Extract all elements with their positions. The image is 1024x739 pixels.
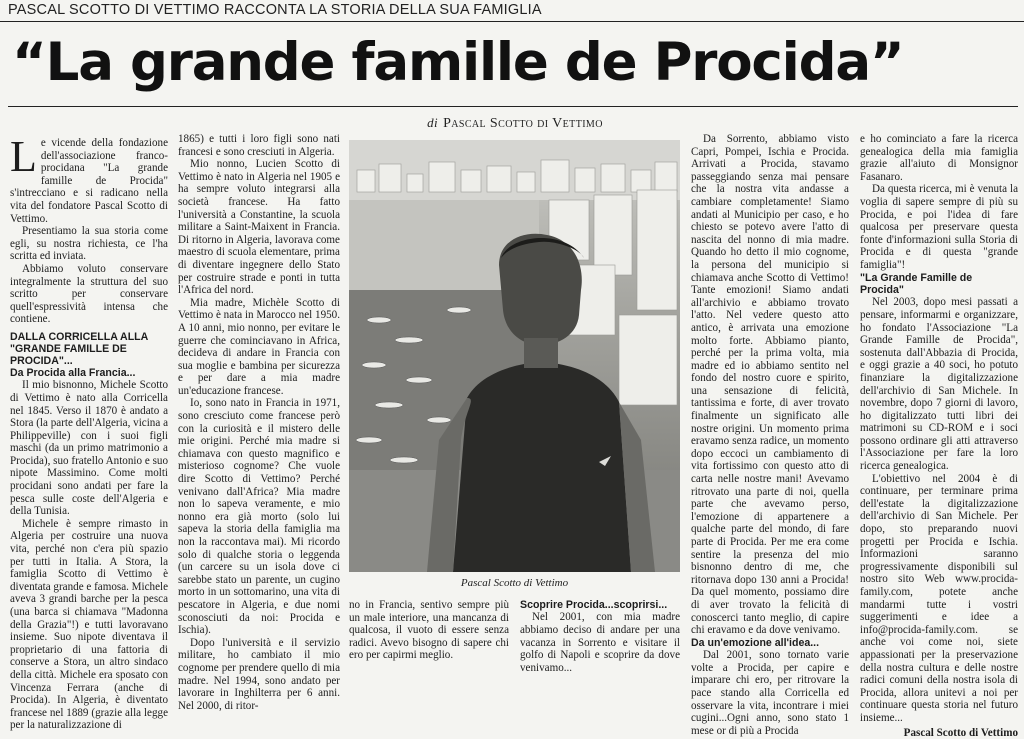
author-signature: Pascal Scotto di Vettimo [903, 726, 1018, 739]
article-headline: “La grande famille de Procida” [12, 32, 904, 93]
paragraph: Mia madre, Michèle Scotto di Vettimo è nata in Marocco nel 1950. A 10 anni, mio nonno, per evitare le guerre che cominciavano in Africa, decideva di andare in Francia con sua moglie e bambina per sicurezza e per dare a mia madre un'educazione francese. [178, 296, 340, 397]
byline-prefix: di [427, 115, 439, 130]
paragraph: e vicende della fondazione dell'associazione franco-procidana "La grande famille de Procida" s'intrecciano e si radicano nella vita del fondatore Pascal Scotto di Vettimo. [10, 137, 168, 225]
paragraph: no in Francia, sentivo sempre più un male interiore, una mancanza di qualcosa, il vuoto di essere senza radici. Avevo bisogno di sapere chi ero per capirmi meglio. [349, 599, 509, 662]
paragraph: L'obiettivo nel 2004 è di continuare, per terminare prima dell'estate la digitalizzazione dell'archivio di San Michele. Per dopo, sto preparando nuovi progetti per Procida e Ischia. Informazioni saranno progressivamente disponibili sul nostro sito Web www.procida-family.com, potete anche mandarmi tutte i vostri suggerimenti e idee a info@procida-family.com. se anche voi come noi, siete appassionati per la preservazione della nostra cultura e delle nostre radici comuni della nostra isola di Procida, allora unitevi a noi per continuare questa storia nel futuro insieme... [860, 472, 1018, 724]
article-column-2 [178, 133, 340, 712]
article-column-5 [691, 133, 849, 737]
paragraph: Il mio bisnonno, Michele Scotto di Vettimo è nato alla Corricella nel 1845. Verso il 1870 è andato a Stora (la parte dell'Algeria, vicina a Philippeville) con i suoi figli maschi (da un primo matrimonio a Procida), suo fratello Antonio e suo nipote Massimino. Come molti procidani sono andati per fare la pesca sulle coste dell'Algeria e della Tunisia. [10, 379, 168, 518]
article-column-4 [520, 599, 680, 677]
article-column-6 [860, 133, 1018, 739]
paragraph: Nel 2001, con mia madre abbiamo deciso di andare per una vacanza in Sorrento e visitare il golfo di Napoli e scoprire da dove venivamo... [520, 611, 680, 674]
paragraph: Nel 2003, dopo mesi passati a pensare, informarmi e organizzare, ho fondato l'Associazione "La Grande Famille de Procida", sostenuta dall'Abbazia di Procida, e oggi grazie a 40 soci, ho potuto finanziare la digitalizzazione dell'archivio di San Michele. In novembre, dopo 7 giorni di lavoro, ho digitalizzato tutti libri dei matrimoni su CD-ROM e i soci possono ordinare gli atti attraverso l'Associazione per fare la loro ricerca genealogica. [860, 296, 1018, 473]
paragraph: 1865) e tutti i loro figli sono nati francesi e sono cresciuti in Algeria. [178, 133, 340, 158]
byline-author: Pascal Scotto di Vettimo [443, 116, 603, 131]
paragraph: Mio nonno, Lucien Scotto di Vettimo è nato in Algeria nel 1905 e ha sempre voluto integrarsi alla società francese. Ha fatto l'università a Constantine, la scuola militare a Saint-Maixent in Francia. Di ritorno in Algeria, lavorava come maestro di scuola elementare, prima di diventare ingegnere dello Stato per costruire strade e ponti in tutta l'Africa del nord. [178, 158, 340, 297]
paragraph: Dal 2001, sono tornato varie volte a Procida, per capire e imparare chi ero, per ritrovare la pace stando alla Corricella ed osservare la vita, incontrare i miei cugini...Ogni anno, sono stato 1 mese or di più a Procida [691, 649, 849, 737]
drop-cap: L [10, 132, 37, 181]
article-column-3 [349, 599, 509, 677]
paragraph: Michele è sempre rimasto in Algeria per costruire una nuova vita, perché non c'era più spazio per tutti in Italia. A Stora, la famiglia Scotto di Vettimo è diventata grande e famosa. Michele aveva 3 grandi barche per la pesca (una barca si chiamava "Madonna della Grazia"!) e tutti lavoravano insieme. Suo nipote diventava il proprietario di una fattoria di conserve a Stora, un altro sindaco della città. Michele era sposato con Vincenza Ferrara (anche di Procida). In Algeria, è diventato francese nel 1889 (grazie alla legge per la naturalizzazione di [10, 517, 169, 732]
paragraph: e ho cominciato a fare la ricerca genealogica della mia famiglia grazie all'aiuto di Monsignor Fasanaro. [860, 133, 1018, 183]
paragraph: Io, sono nato in Francia in 1971, sono cresciuto come francese però con la curiosità e il mistero delle mie origini. Perché mia madre si chiamava con questo magnifico e misterioso cognome? Che vuole dire Scotto di Vettimo? Perché venivano dall'Africa? Mia madre non lo sapeva veramente, e mio nonno era già morto (solo lui sapeva la storia della famiglia ma non la raccontava mai). Mi ricordo solo di qualche storia o leggenda (un carcere su un isola dove ci sarebbe stato un parente, un cugino morto in un sottomarino, una vita di pescatore in Algeria, e due nomi sconosciuti da noi: Procida e Ischia). [178, 397, 340, 637]
paragraph: Presentiamo la sua storia come egli, su nostra richiesta, ce l'ha scritta ed inviata. [10, 225, 168, 263]
kicker-line: PASCAL SCOTTO DI VETTIMO RACCONTA LA STORIA DELLA SUA FAMIGLIA [0, 0, 1024, 22]
section-heading: "La Grande Famille de Procida" [860, 271, 973, 296]
article-column-1 [10, 132, 169, 732]
subsection-heading: Da Procida alla Francia... [10, 366, 136, 379]
paragraph: Da Sorrento, abbiamo visto Capri, Pompei, Ischia e Procida. Arrivati a Procida, stavamo passeggiando senza mai pensare che la nostra vita andasse a cambiare completamente! Siamo andati al Municipio per caso, e ho chiesto se potevo avere l'atto di nascita del nonno di mia madre. Quando ho detto il mio cognome, la persona del municipio si chiamava anche Scotto di Vettimo! Tante emozioni! Siamo andati all'archivio e abbiamo trovato l'atto. Nel vedere questo atto antico, è arrivata una emozione molto forte. Abbiamo pianto, perché per la prima volta, mia madre ed io abbiamo sentito nel fondo del nostro cuore e spirito, una sensazione di felicità, tantissima e forte, di aver trovato finalmente un significato alle nostre origini. Un momento prima eravamo senza radice, un momento dopo eccoci un cambiamento di vita fortissimo con questo atto di carta nelle nostre mani! Avevamo ritrovato una parte di noi, quella parte che avevamo perso, l'emozione di appartenere a qualche parte del mondo, di fare parte di Procida. Per me era come sentire la presenza del mio bisnonno dentro di me, che ritornava dopo 130 anni a Procida! Da quel momento, possiamo dire di aver trovato la felicità di conoscerci tanto meglio, di capire chi eravamo e da dove venivamo. [691, 133, 849, 637]
paragraph: Abbiamo voluto conservare integralmente la struttura del suo scritto per conservare quell'espressività intensa che contiene. [10, 262, 168, 326]
section-heading: DALLA CORRICELLA ALLA "GRANDE FAMILLE DE PROCIDA"... [10, 330, 148, 367]
photo-caption: Pascal Scotto di Vettimo [460, 577, 569, 589]
headline-rule [8, 106, 1018, 107]
byline [350, 115, 680, 132]
harbor-portrait-illustration [349, 140, 680, 572]
portrait-photo [349, 140, 680, 572]
section-heading: Scoprire Procida...scoprirsi... [520, 599, 668, 611]
paragraph: Dopo l'università e il servizio militare, ho cambiato il mio cognome per prendere quello di mia madre. Nel 1994, sono andato per lavorare in Inghilterra per 6 anni. Nel 2000, di ritor- [178, 636, 340, 712]
section-heading: Da un'emozione all'idea... [691, 636, 820, 649]
paragraph: Da questa ricerca, mi è venuta la voglia di sapere sempre di più su Procida, e poi l'idea di fare qualcosa per preservare questa fonte d'informazioni sulla Storia di Procida e di questa "grande famiglia"! [860, 183, 1018, 271]
